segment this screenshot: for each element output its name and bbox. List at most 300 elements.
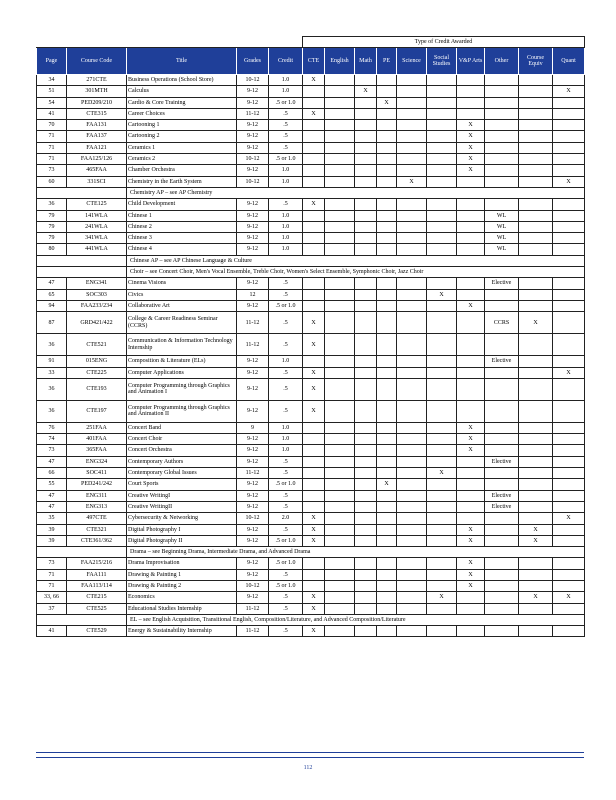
cell-vp: [457, 356, 485, 367]
cell-pe: [377, 120, 397, 131]
cell-title: Chinese 3: [127, 233, 237, 244]
empty-cell: [37, 614, 127, 625]
cell-credit: .5 or 1.0: [269, 535, 303, 546]
cell-sci: [397, 558, 427, 569]
cell-eng: [325, 569, 355, 580]
cell-page: 79: [37, 221, 67, 232]
cell-cte: [303, 468, 325, 479]
cell-soc: [427, 131, 457, 142]
cell-grades: 9-12: [237, 378, 269, 400]
cell-title: Career Choices: [127, 108, 237, 119]
cell-math: [355, 142, 377, 153]
cell-sci: [397, 120, 427, 131]
cell-quant: [553, 626, 585, 637]
cell-eng: [325, 626, 355, 637]
cell-soc: [427, 176, 457, 187]
cell-cte: X: [303, 312, 325, 334]
cell-credit: .5: [269, 108, 303, 119]
cell-title: Cartooning 1: [127, 120, 237, 131]
cell-grades: 11-12: [237, 108, 269, 119]
footer-rule: [36, 752, 584, 758]
cell-math: [355, 120, 377, 131]
cell-quant: X: [553, 176, 585, 187]
cell-equiv: [519, 75, 553, 86]
cell-page: 33: [37, 367, 67, 378]
cell-grades: 10-12: [237, 154, 269, 165]
cell-sci: [397, 479, 427, 490]
cell-vp: X: [457, 524, 485, 535]
cell-title: Computer Programming through Graphics and Animation I: [127, 378, 237, 400]
cell-quant: [553, 580, 585, 591]
table-row: [37, 165, 585, 176]
cell-code: PED209/210: [67, 97, 127, 108]
table-row: [37, 580, 585, 591]
cell-grades: 9-12: [237, 558, 269, 569]
cell-grades: 9: [237, 422, 269, 433]
cell-equiv: [519, 434, 553, 445]
cell-credit: .5: [269, 199, 303, 210]
cell-math: [355, 524, 377, 535]
cell-quant: X: [553, 86, 585, 97]
cell-math: [355, 356, 377, 367]
cell-cte: X: [303, 378, 325, 400]
table-row: [37, 97, 585, 108]
cell-credit: .5 or 1.0: [269, 154, 303, 165]
cell-cte: [303, 165, 325, 176]
cell-credit: 1.0: [269, 75, 303, 86]
cell-grades: 9-12: [237, 445, 269, 456]
cell-credit: .5: [269, 131, 303, 142]
table-row: [37, 210, 585, 221]
cell-credit: 1.0: [269, 244, 303, 255]
cell-page: 94: [37, 300, 67, 311]
cell-equiv: [519, 289, 553, 300]
cell-vp: [457, 312, 485, 334]
cell-other: [485, 97, 519, 108]
cell-code: 241WLA: [67, 221, 127, 232]
cell-vp: [457, 86, 485, 97]
cell-quant: [553, 108, 585, 119]
cell-title: Chamber Orchestra: [127, 165, 237, 176]
cell-other: [485, 513, 519, 524]
cell-title: Drawing & Painting 2: [127, 580, 237, 591]
cell-code: FAA233/234: [67, 300, 127, 311]
cell-cte: [303, 233, 325, 244]
table-row: [37, 569, 585, 580]
cross-reference-note: Choir – see Concert Choir, Men's Vocal Ensemble, Treble Choir, Women's Select Ensemble, Symphonic Choir, Jazz Choir: [127, 267, 585, 278]
cell-pe: [377, 131, 397, 142]
table-row: [37, 300, 585, 311]
cell-code: GRD421/422: [67, 312, 127, 334]
cell-soc: [427, 233, 457, 244]
column-header: Quant: [553, 48, 585, 75]
cell-cte: [303, 569, 325, 580]
cell-soc: [427, 400, 457, 422]
cell-other: [485, 422, 519, 433]
cell-other: Elective: [485, 501, 519, 512]
cell-math: [355, 278, 377, 289]
cell-quant: [553, 221, 585, 232]
cell-page: 47: [37, 456, 67, 467]
cell-other: [485, 535, 519, 546]
cell-title: Creative WritingII: [127, 501, 237, 512]
cell-code: CTE521: [67, 334, 127, 356]
cell-sci: [397, 445, 427, 456]
cell-vp: [457, 278, 485, 289]
table-row: [37, 513, 585, 524]
cell-quant: [553, 378, 585, 400]
table-row: [37, 422, 585, 433]
cell-equiv: [519, 422, 553, 433]
cell-page: 65: [37, 289, 67, 300]
cell-code: PED241/242: [67, 479, 127, 490]
cell-sci: [397, 300, 427, 311]
cell-other: [485, 86, 519, 97]
empty-cell: [37, 187, 127, 198]
cell-math: [355, 456, 377, 467]
cell-grades: 11-12: [237, 334, 269, 356]
cell-credit: .5: [269, 456, 303, 467]
table-row: [37, 267, 585, 278]
cell-grades: 9-12: [237, 367, 269, 378]
cell-vp: X: [457, 165, 485, 176]
cell-soc: [427, 210, 457, 221]
cell-grades: 9-12: [237, 97, 269, 108]
cell-page: 47: [37, 278, 67, 289]
cell-other: WL: [485, 233, 519, 244]
cell-page: 74: [37, 434, 67, 445]
cell-quant: [553, 558, 585, 569]
cell-soc: [427, 501, 457, 512]
cell-pe: [377, 210, 397, 221]
cell-soc: [427, 356, 457, 367]
cell-title: Chinese 1: [127, 210, 237, 221]
cell-cte: [303, 142, 325, 153]
cell-sci: [397, 501, 427, 512]
cell-eng: [325, 603, 355, 614]
cell-sci: X: [397, 176, 427, 187]
cell-title: Cardio & Core Training: [127, 97, 237, 108]
cell-quant: [553, 468, 585, 479]
cell-math: [355, 378, 377, 400]
cell-equiv: [519, 513, 553, 524]
cell-eng: [325, 154, 355, 165]
cell-credit: .5: [269, 367, 303, 378]
cell-pe: [377, 468, 397, 479]
cell-equiv: [519, 244, 553, 255]
cell-sci: [397, 580, 427, 591]
cell-pe: [377, 233, 397, 244]
cell-grades: 9-12: [237, 244, 269, 255]
table-row: [37, 244, 585, 255]
cell-vp: [457, 626, 485, 637]
cell-soc: [427, 626, 457, 637]
cell-quant: [553, 120, 585, 131]
cell-code: CTE215: [67, 592, 127, 603]
cell-grades: 11-12: [237, 312, 269, 334]
cell-code: CTE361/362: [67, 535, 127, 546]
table-row: [37, 75, 585, 86]
table-row: [37, 334, 585, 356]
cell-cte: [303, 300, 325, 311]
cell-page: 73: [37, 165, 67, 176]
cell-other: Elective: [485, 490, 519, 501]
cell-cte: X: [303, 400, 325, 422]
cell-equiv: [519, 603, 553, 614]
cell-soc: [427, 434, 457, 445]
cell-page: 54: [37, 97, 67, 108]
cell-other: [485, 378, 519, 400]
cell-math: [355, 580, 377, 591]
cell-page: 36: [37, 378, 67, 400]
cell-cte: X: [303, 513, 325, 524]
cell-code: 301MTH: [67, 86, 127, 97]
cell-sci: [397, 513, 427, 524]
cell-soc: [427, 513, 457, 524]
cell-page: 51: [37, 86, 67, 97]
column-header: Other: [485, 48, 519, 75]
cell-pe: [377, 445, 397, 456]
cell-credit: 1.0: [269, 434, 303, 445]
credit-type-header-row: [37, 37, 585, 48]
cell-equiv: X: [519, 592, 553, 603]
cell-sci: [397, 86, 427, 97]
cell-page: 35: [37, 513, 67, 524]
table-row: [37, 434, 585, 445]
cell-code: FAA125/126: [67, 154, 127, 165]
cell-sci: [397, 312, 427, 334]
table-row: [37, 501, 585, 512]
cell-quant: [553, 312, 585, 334]
cell-grades: 9-12: [237, 569, 269, 580]
cell-title: Civics: [127, 289, 237, 300]
cell-math: [355, 221, 377, 232]
cell-cte: X: [303, 75, 325, 86]
cell-other: Elective: [485, 356, 519, 367]
cell-pe: [377, 524, 397, 535]
cell-math: [355, 468, 377, 479]
cell-eng: [325, 422, 355, 433]
cell-other: [485, 142, 519, 153]
cell-math: [355, 176, 377, 187]
cell-eng: [325, 334, 355, 356]
cell-soc: [427, 378, 457, 400]
cell-quant: [553, 400, 585, 422]
cell-vp: [457, 97, 485, 108]
cell-eng: [325, 445, 355, 456]
cell-math: [355, 490, 377, 501]
cell-credit: .5: [269, 569, 303, 580]
cell-eng: [325, 524, 355, 535]
cell-math: [355, 210, 377, 221]
cell-math: [355, 626, 377, 637]
cell-eng: [325, 221, 355, 232]
cell-code: 465FAA: [67, 165, 127, 176]
cell-soc: [427, 154, 457, 165]
cell-pe: [377, 367, 397, 378]
cell-credit: .5: [269, 142, 303, 153]
cell-credit: .5: [269, 378, 303, 400]
cell-math: [355, 367, 377, 378]
cell-cte: [303, 120, 325, 131]
cell-soc: [427, 312, 457, 334]
cell-vp: [457, 400, 485, 422]
cell-grades: 9-12: [237, 233, 269, 244]
cell-code: FAA113/114: [67, 580, 127, 591]
cell-soc: [427, 278, 457, 289]
cell-eng: [325, 210, 355, 221]
cell-code: 441WLA: [67, 244, 127, 255]
cell-code: CTE197: [67, 400, 127, 422]
cell-other: Elective: [485, 278, 519, 289]
cell-vp: X: [457, 154, 485, 165]
cell-cte: [303, 154, 325, 165]
cell-eng: [325, 558, 355, 569]
cell-sci: [397, 367, 427, 378]
cell-eng: [325, 75, 355, 86]
cell-title: Digital Photography II: [127, 535, 237, 546]
cell-soc: [427, 580, 457, 591]
cell-equiv: [519, 479, 553, 490]
cell-credit: .5: [269, 400, 303, 422]
cell-vp: [457, 479, 485, 490]
cell-quant: [553, 603, 585, 614]
cell-sci: [397, 569, 427, 580]
cell-equiv: [519, 131, 553, 142]
cell-credit: .5: [269, 334, 303, 356]
cell-equiv: [519, 300, 553, 311]
cross-reference-note: Drama – see Beginning Drama, Intermediate Drama, and Advanced Drama: [127, 547, 585, 558]
cell-code: FAA137: [67, 131, 127, 142]
cell-code: 401FAA: [67, 434, 127, 445]
table-row: [37, 456, 585, 467]
cell-code: CTE125: [67, 199, 127, 210]
cell-page: 66: [37, 468, 67, 479]
cell-eng: [325, 300, 355, 311]
cell-pe: [377, 603, 397, 614]
cell-title: Ceramics 1: [127, 142, 237, 153]
cell-credit: 2.0: [269, 513, 303, 524]
cell-equiv: [519, 278, 553, 289]
cell-grades: 11-12: [237, 468, 269, 479]
cell-math: [355, 434, 377, 445]
cell-vp: [457, 513, 485, 524]
cell-code: CTE193: [67, 378, 127, 400]
cell-page: 71: [37, 131, 67, 142]
cell-vp: X: [457, 434, 485, 445]
cell-sci: [397, 233, 427, 244]
cell-page: 87: [37, 312, 67, 334]
cell-credit: 1.0: [269, 165, 303, 176]
cell-cte: [303, 445, 325, 456]
cell-other: [485, 120, 519, 131]
cell-soc: [427, 490, 457, 501]
cell-soc: [427, 479, 457, 490]
column-header: Social Studies: [427, 48, 457, 75]
cell-credit: .5: [269, 592, 303, 603]
cell-cte: X: [303, 592, 325, 603]
cell-pe: [377, 75, 397, 86]
cell-soc: [427, 422, 457, 433]
cell-credit: .5 or 1.0: [269, 479, 303, 490]
cell-sci: [397, 592, 427, 603]
cell-cte: [303, 479, 325, 490]
cell-soc: [427, 456, 457, 467]
cell-equiv: [519, 356, 553, 367]
cell-soc: [427, 367, 457, 378]
cell-soc: [427, 142, 457, 153]
cell-page: 70: [37, 120, 67, 131]
cell-quant: X: [553, 367, 585, 378]
cell-vp: [457, 603, 485, 614]
cell-credit: .5: [269, 626, 303, 637]
cell-page: 41: [37, 626, 67, 637]
cell-soc: X: [427, 592, 457, 603]
column-header: V&P Arts: [457, 48, 485, 75]
cell-code: CTE321: [67, 524, 127, 535]
table-row: [37, 278, 585, 289]
cell-other: [485, 176, 519, 187]
cell-math: [355, 445, 377, 456]
cell-pe: [377, 378, 397, 400]
cell-page: 71: [37, 142, 67, 153]
cell-grades: 10-12: [237, 176, 269, 187]
cell-sci: [397, 456, 427, 467]
cell-pe: [377, 199, 397, 210]
cell-code: FAA131: [67, 120, 127, 131]
cell-pe: [377, 278, 397, 289]
cell-credit: 1.0: [269, 176, 303, 187]
table-row: [37, 535, 585, 546]
cell-math: [355, 334, 377, 356]
cell-code: ENG313: [67, 501, 127, 512]
cell-sci: [397, 75, 427, 86]
cell-pe: [377, 312, 397, 334]
cell-soc: [427, 199, 457, 210]
cell-soc: X: [427, 468, 457, 479]
cell-title: Chemistry in the Earth System: [127, 176, 237, 187]
cell-credit: .5 or 1.0: [269, 558, 303, 569]
cell-quant: [553, 233, 585, 244]
cell-title: Collaborative Art: [127, 300, 237, 311]
cell-credit: .5 or 1.0: [269, 580, 303, 591]
page-number: 112: [303, 765, 313, 771]
cell-vp: X: [457, 535, 485, 546]
cell-cte: [303, 490, 325, 501]
cell-other: Elective: [485, 456, 519, 467]
column-header: Page: [37, 48, 67, 75]
cell-eng: [325, 131, 355, 142]
cell-page: 71: [37, 580, 67, 591]
cell-soc: X: [427, 289, 457, 300]
column-header: Grades: [237, 48, 269, 75]
table-row: [37, 445, 585, 456]
table-row: [37, 547, 585, 558]
cell-pe: [377, 580, 397, 591]
column-header: CTE: [303, 48, 325, 75]
cell-grades: 9-12: [237, 524, 269, 535]
cell-vp: [457, 244, 485, 255]
cell-title: Chinese 4: [127, 244, 237, 255]
cell-page: 79: [37, 210, 67, 221]
cell-cte: X: [303, 626, 325, 637]
cell-title: College & Career Readiness Seminar (CCRS): [127, 312, 237, 334]
cell-vp: X: [457, 422, 485, 433]
cell-math: [355, 479, 377, 490]
cell-page: 37: [37, 603, 67, 614]
table-row: [37, 221, 585, 232]
cell-quant: [553, 300, 585, 311]
